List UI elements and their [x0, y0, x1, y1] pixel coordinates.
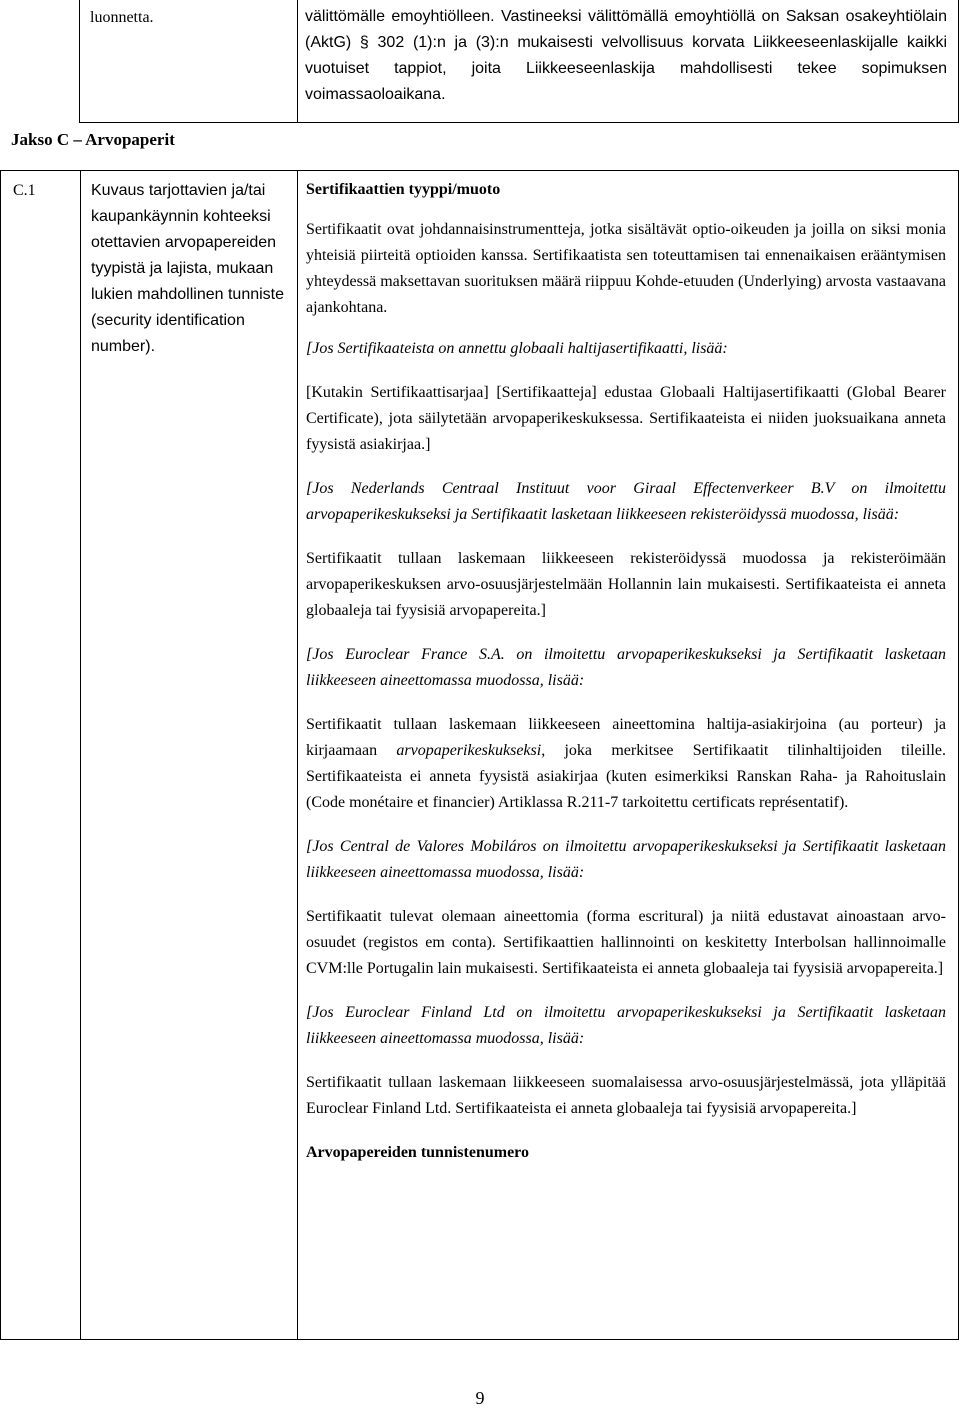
element-content — [306, 176, 946, 1166]
element-label: C.1 — [13, 182, 36, 199]
paragraph-part: , joka merkitsee Sertifikaatit tilinhaltijoiden tileille. Sertifikaateista ei anneta fyysistä asiakirjaa (kuten esimerkiksi Ranskan Raha- ja Rahoituslain (Code monétaire et financier) Artiklassa R.211-7 tarkoitettu certificats représentatif). — [306, 742, 946, 811]
italic-instruction: [Jos Sertifikaateista on annettu globaali haltijasertifikaatti, lisää: — [306, 340, 728, 357]
top-table-row — [79, 0, 959, 123]
italic-instruction: [Jos Euroclear Finland Ltd on ilmoitettu arvopaperikeskukseksi ja Sertifikaatit lasketaan liikkeeseen aineettomassa muodossa, lisää: — [306, 1004, 946, 1047]
paragraph: Sertifikaatit tullaan laskemaan liikkeeseen rekisteröidyssä muodossa ja rekisteröimään arvopaperikeskuksen arvo-osuusjärjestelmään Hollannin lain mukaisesti. Sertifikaateista ei anneta globaaleja tai fyysisiä arvopapereita.] — [306, 550, 946, 619]
paragraph-part: Sertifikaatit tullaan laskemaan liikkeeseen aineettomina haltija-asiakirjoina (au porteur) ja kirjaamaan — [306, 716, 946, 759]
top-row-text: välittömälle emoyhtiölleen. Vastineeksi välittömällä emoyhtiöllä on Saksan osakeyhtiölain (AktG) § 302 (1):n ja (3):n mukaisesti velvollisuus korvata Liikkeeseenlaskijalle kaikki vuotuiset tappiot, joita Liikkeeseenlaskija mahdollisesti tekee sopimuksen voimassaoloaikana. — [305, 8, 947, 103]
column-divider — [80, 171, 81, 1339]
italic-instruction: [Jos Central de Valores Mobiláros on ilmoitettu arvopaperikeskukseksi ja Sertifikaatit lasketaan liikkeeseen aineettomassa muodossa, lisää: — [306, 838, 946, 881]
paragraph-italic-part: arvopaperikeskukseksi — [396, 742, 542, 759]
column-divider — [297, 171, 298, 1339]
element-description: Kuvaus tarjottavien ja/tai kaupankäynnin kohteeksi otettavien arvopapereiden tyypistä ja lajista, mukaan lukien mahdollinen tunniste (security identification number). — [91, 182, 285, 355]
italic-instruction: [Jos Nederlands Centraal Instituut voor Giraal Effectenverkeer B.V on ilmoitettu arvopaperikeskukseksi ja Sertifikaatit lasketaan liikkeeseen rekisteröidyssä muodossa, lisää: — [306, 480, 946, 523]
paragraph: Sertifikaatit tulevat olemaan aineettomia (forma escritural) ja niitä edustavat ainoastaan arvo-osuudet (registos em conta). Sertifikaattien hallinnointi on keskitetty Interbolsan hallinnoimalle CVM:lle Portugalin lain mukaisesti. Sertifikaateista ei anneta globaaleja tai fyysisiä arvopapereita.] — [306, 908, 946, 977]
top-row-label: luonnetta. — [90, 9, 154, 26]
page-number: 9 — [475, 1388, 485, 1408]
subheading: Sertifikaattien tyyppi/muoto — [306, 181, 501, 198]
element-c1-table — [0, 170, 959, 1340]
italic-instruction: [Jos Euroclear France S.A. on ilmoitettu arvopaperikeskukseksi ja Sertifikaatit lasketaan liikkeeseen aineettomassa muodossa, lisää: — [306, 646, 946, 689]
section-heading: Jakso C – Arvopaperit — [11, 130, 175, 149]
paragraph: [Kutakin Sertifikaattisarjaa] [Sertifikaatteja] edustaa Globaali Haltijasertifikaatti (Global Bearer Certificate), jota säilytetään arvopaperikeskuksessa. Sertifikaateista ei niiden juoksuaikana anneta fyysistä asiakirjaa.] — [306, 384, 946, 453]
bottom-subheading: Arvopapereiden tunnistenumero — [306, 1144, 529, 1161]
paragraph — [306, 712, 946, 816]
paragraph: Sertifikaatit tullaan laskemaan liikkeeseen suomalaisessa arvo-osuusjärjestelmässä, jota ylläpitää Euroclear Finland Ltd. Sertifikaateista ei anneta globaaleja tai fyysisiä arvopapereita.] — [306, 1074, 946, 1117]
column-divider — [297, 0, 298, 122]
paragraph: Sertifikaatit ovat johdannaisinstrumentteja, jotka sisältävät optio-oikeuden ja joilla on siksi monia yhteisiä piirteitä optioiden kanssa. Sertifikaatista sen toteuttamisen tai ennenaikaisen erääntymisen yhteydessä maksettavan suorituksen määrä riippuu Kohde-etuuden (Underlying) arvosta vastaavana ajankohtana. — [306, 221, 946, 316]
